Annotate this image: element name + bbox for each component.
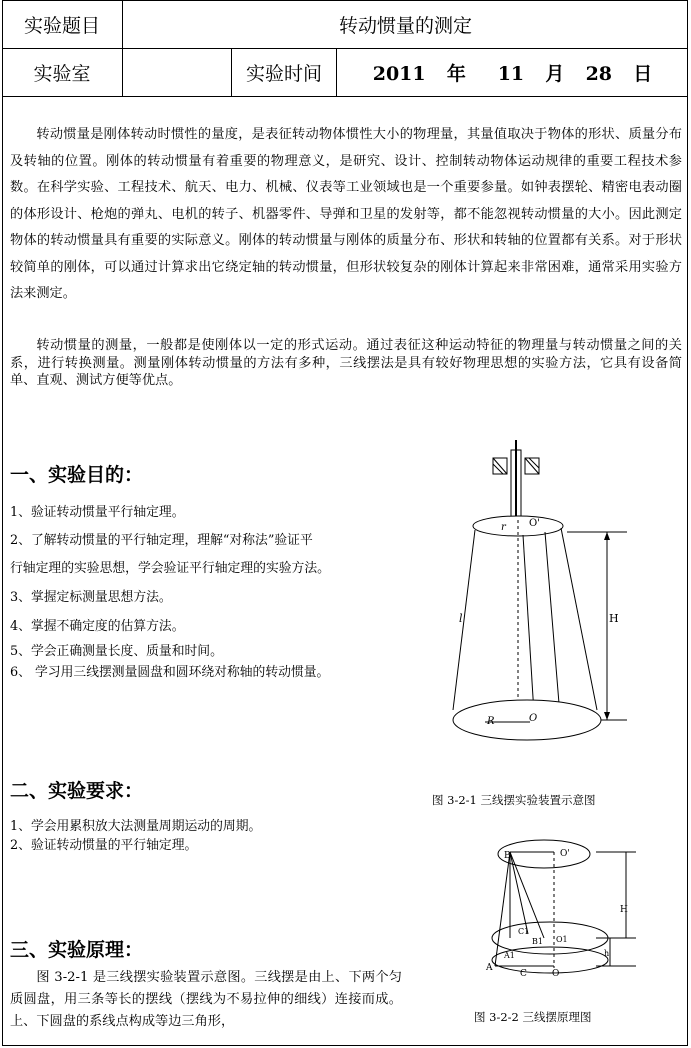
- label-O1: O1: [556, 935, 568, 944]
- principle-text: 图 3-2-1 是三线摆实验装置示意图。三线摆是由上、下两个匀质圆盘，用三条等长的摆线（摆线为不易拉伸的细线）连接而成。上、下圆盘的系线点构成等边三角形，: [10, 970, 402, 1029]
- intro-paragraph-1: 转动惯量是刚体转动时惯性的量度，是表征转动物体惯性大小的物理量，其量值取决于物体的形状、质量分布及转轴的位置。刚体的转动惯量有着重要的物理意义，是研究、设计、控制转动物体运动规律的重要工程技术参数。在科学实验、工程技术、航天、电力、机械、仪表等工业领域也是一个重要参量。如钟表摆轮、精密电表动圈的体形设计、枪炮的弹丸、电机的转子、机器零件、导弹和卫星的发射等，都不能忽视转动惯量的大小。因此测定物体的转动惯量具有重要的实际意义。刚体的转动惯量与刚体的质量分布、形状和转轴的位置都有关系。对于形状较简单的刚体，可以通过计算求出它绕定轴的转动惯量，但形状较复杂的刚体计算起来非常困难，通常采用实验方法来测定。: [10, 127, 682, 301]
- intro-paragraph-2: 转动惯量的测量，一般都是使刚体以一定的形式运动。通过表征这种运动特征的物理量与转动惯量之间的关系，进行转换测量。测量刚体转动惯量的方法有多种，三线摆法是具有较好物理思想的实验方法，它具有设备简单、直观、测试方便等优点。: [10, 338, 682, 388]
- label-C: C: [520, 969, 527, 978]
- label-B1: B1: [532, 937, 543, 946]
- lab-label: 实验室: [33, 62, 91, 85]
- title-label: 实验题目: [23, 14, 100, 37]
- label-H: H: [609, 612, 619, 625]
- label-o-prime: O': [529, 518, 540, 529]
- time-label: 实验时间: [245, 62, 322, 85]
- label-A: A: [486, 963, 493, 973]
- figure-caption: 图 3-2-1 三线摆实验装置示意图: [432, 793, 596, 807]
- list-item: 1、学会用累积放大法测量周期运动的周期。: [10, 819, 262, 834]
- pendulum-principle-figure: [480, 838, 640, 978]
- section-heading: 一、实验目的：: [10, 464, 144, 486]
- label-C1: C1: [518, 927, 530, 936]
- label-h: h: [604, 949, 610, 958]
- table-divider: [2, 96, 688, 97]
- figure-caption: 图 3-2-2 三线摆原理图: [474, 1010, 592, 1024]
- list-item: 6、 学习用三线摆测量圆盘和圆环绕对称轴的转动惯量。: [10, 665, 330, 680]
- title-value: 转动惯量的测定: [338, 14, 472, 37]
- section-heading: 三、实验原理：: [10, 939, 144, 961]
- list-item: 1、验证转动惯量平行轴定理。: [10, 505, 185, 520]
- list-item: 5、学会正确测量长度、质量和时间。: [10, 644, 223, 659]
- label-A1: A1: [504, 951, 515, 960]
- three-wire-pendulum-figure: [425, 440, 650, 752]
- label-O: O: [552, 969, 560, 978]
- lab-value: [123, 48, 231, 96]
- label-O: O: [529, 713, 538, 724]
- list-item: 2、了解转动惯量的平行轴定理，理解“对称法”验证平: [10, 533, 313, 548]
- list-item: 4、掌握不确定度的估算方法。: [10, 619, 185, 634]
- list-item: 3、掌握定标测量思想方法。: [10, 590, 172, 605]
- label-l: l: [459, 612, 463, 625]
- list-item: 2、验证转动惯量的平行轴定理。: [10, 838, 198, 853]
- label-H: H: [620, 905, 628, 915]
- label-B: B: [504, 851, 511, 861]
- list-item: 行轴定理的实验思想，学会验证平行轴定理的实验方法。: [10, 561, 330, 576]
- label-R: R: [487, 716, 495, 727]
- section-heading: 二、实验要求：: [10, 780, 144, 802]
- date-value: 2011 年 11 月 28 日: [372, 62, 653, 85]
- label-r: r: [501, 522, 506, 533]
- label-O-prime: O': [560, 849, 570, 859]
